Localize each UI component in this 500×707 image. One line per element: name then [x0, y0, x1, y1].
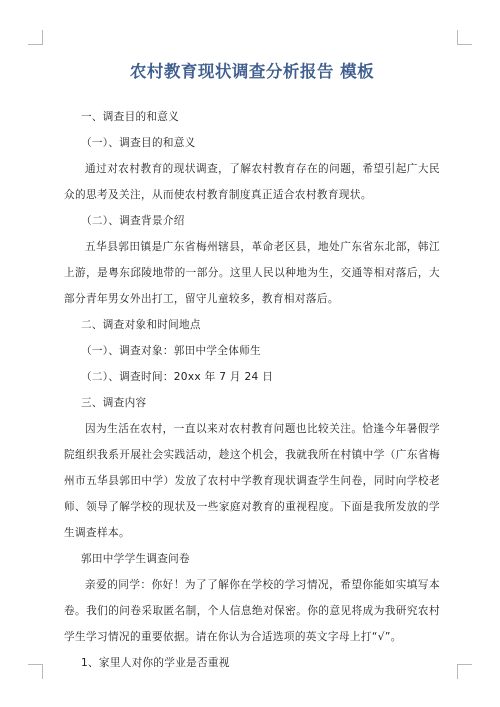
- subheading-background: （二）、调查背景介绍: [81, 215, 185, 227]
- heading-section-1: 一、调查目的和意义: [81, 111, 180, 123]
- crop-mark-top-left: [28, 30, 43, 45]
- heading-section-2: 二、调查对象和时间地点: [81, 319, 201, 331]
- paragraph-questionnaire-intro: 亲爱的同学：你好！为了了解你在学校的学习情况，希望你能如实填写本卷。我们的问卷采取匿名制，个人信息绝对保密。你的意见将成为我研究农村学生学习情况的重要依据。请在你认为合适选项的英文字母上打“√”。: [64, 579, 440, 643]
- document-page: [64, 58, 440, 676]
- crop-mark-bottom-left: [28, 664, 43, 679]
- crop-mark-bottom-right: [457, 664, 472, 679]
- heading-questionnaire: 郭田中学学生调查问卷: [81, 553, 190, 565]
- crop-mark-top-right: [457, 30, 472, 45]
- paragraph-purpose: 通过对农村教育的现状调查，了解农村教育存在的问题，希望引起广大民众的思考及关注，从而使农村教育制度真正适合农村教育现状。: [64, 163, 440, 201]
- line-survey-subject: （一）、调查对象：郭田中学全体师生: [81, 345, 261, 357]
- line-survey-time: （二）、调查时间：20xx 年 7 月 24 日: [81, 371, 274, 383]
- heading-section-3: 三、调查内容: [81, 397, 147, 409]
- document-title: 农村教育现状调查分析报告 模板: [129, 62, 375, 81]
- subheading-purpose: （一）、调查目的和意义: [81, 137, 196, 149]
- paragraph-survey-content: 因为生活在农村，一直以来对农村教育问题也比较关注。恰逢今年暑假学院组织我系开展社会实践活动，趁这个机会，我就我所在村镇中学（广东省梅州市五华县郭田中学）发放了农村中学教育现状调查学生问卷，同时向学校老师、领导了解学校的现状及一些家庭对教育的重视程度。下面是我所发放的学生调查样本。: [64, 423, 440, 539]
- question-1: 1、家里人对你的学业是否重视: [81, 657, 230, 669]
- paragraph-background: 五华县郭田镇是广东省梅州辖县，革命老区县，地处广东省东北部，韩江上游，是粤东邱陵地带的一部分。这里人民以种地为生，交通等相对落后，大部分青年男女外出打工，留守儿童较多，教育相对落后。: [64, 241, 440, 305]
